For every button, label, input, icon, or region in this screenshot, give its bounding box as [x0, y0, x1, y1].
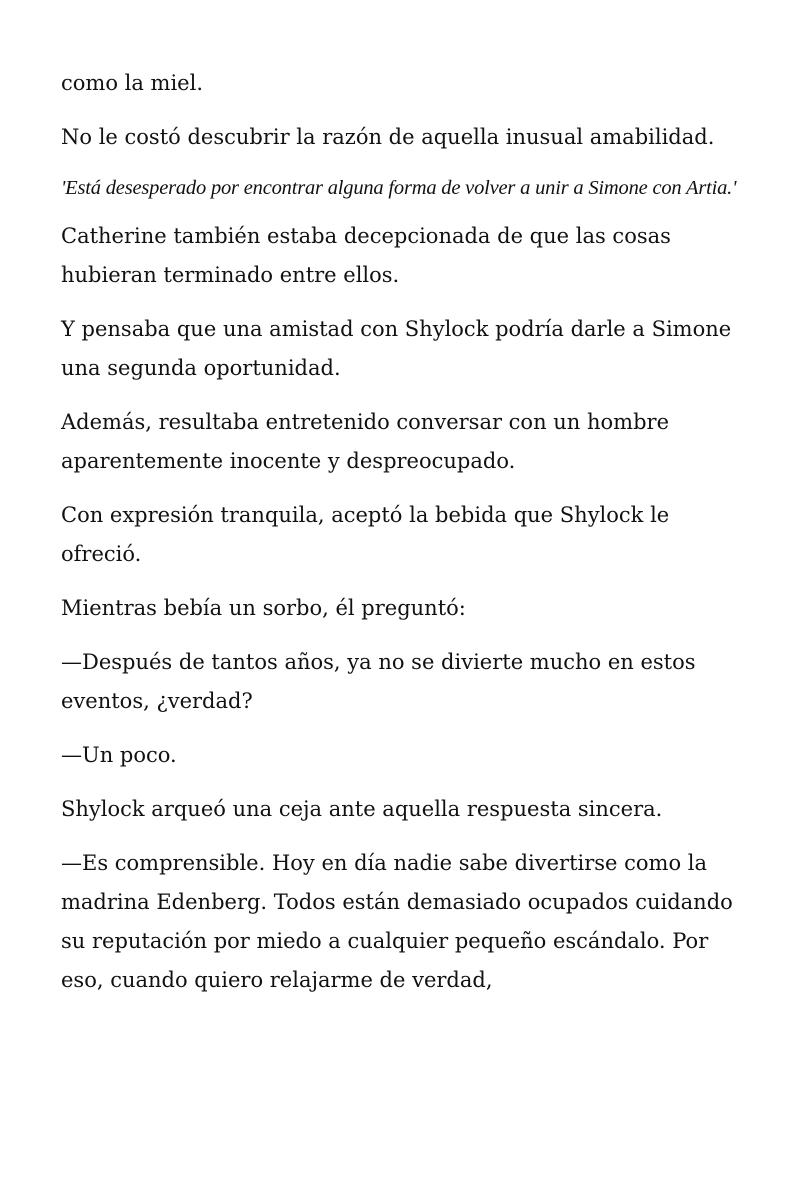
dialogue-paragraph: —Después de tantos años, ya no se divierte mucho en estos eventos, ¿verdad?	[61, 650, 696, 713]
paragraph: Además, resultaba entretenido conversar con un hombre aparentemente inocente y despreocupado.	[61, 410, 669, 473]
paragraph: Mientras bebía un sorbo, él preguntó:	[61, 596, 466, 620]
paragraph: No le costó descubrir la razón de aquella inusual amabilidad.	[61, 125, 715, 149]
paragraph: Y pensaba que una amistad con Shylock podría darle a Simone una segunda oportunidad.	[61, 317, 732, 380]
paragraph: Catherine también estaba decepcionada de que las cosas hubieran terminado entre ellos.	[61, 224, 671, 287]
paragraph: como la miel.	[61, 71, 203, 95]
paragraph: Shylock arqueó una ceja ante aquella respuesta sincera.	[61, 797, 663, 821]
dialogue-paragraph: —Es comprensible. Hoy en día nadie sabe divertirse como la madrina Edenberg. Todos están demasiado ocupados cuidando su reputación por miedo a cualquier pequeño escándalo. Por eso, cuando quiero relajarme de verdad,	[61, 851, 733, 992]
paragraph: Con expresión tranquila, aceptó la bebida que Shylock le ofreció.	[61, 503, 670, 566]
document-page	[61, 64, 751, 1015]
italic-thought-paragraph: 'Está desesperado por encontrar alguna forma de volver a unir a Simone con Artia.'	[61, 177, 737, 199]
dialogue-paragraph: —Un poco.	[61, 743, 177, 767]
